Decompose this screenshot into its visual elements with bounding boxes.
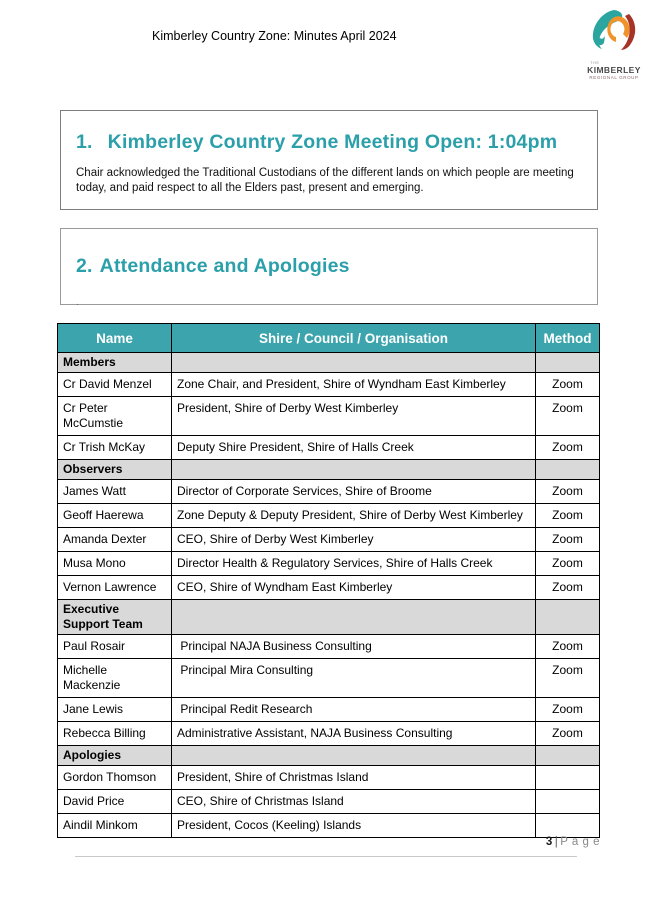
attendee-name-cell: Cr Trish McKay xyxy=(58,436,172,460)
method-cell: Zoom xyxy=(536,528,600,552)
kimberley-regional-group-logo xyxy=(583,8,645,80)
stray-period-mark: . xyxy=(76,297,79,308)
method-cell: Zoom xyxy=(536,659,600,698)
organisation-cell: CEO, Shire of Christmas Island xyxy=(172,790,536,814)
section-heading-attendance xyxy=(61,229,597,278)
section-number: 1. xyxy=(76,131,93,153)
organisation-cell: Director of Corporate Services, Shire of Broome xyxy=(172,480,536,504)
logo-text-regional-group: REGIONAL GROUP xyxy=(589,75,639,80)
section-label-cell: Members xyxy=(58,353,172,373)
attendee-name-cell: Rebecca Billing xyxy=(58,722,172,746)
table-row xyxy=(58,397,600,436)
method-cell xyxy=(536,460,600,480)
organisation-cell: Director Health & Regulatory Services, Shire of Halls Creek xyxy=(172,552,536,576)
organisation-cell: Principal NAJA Business Consulting xyxy=(172,635,536,659)
method-cell: Zoom xyxy=(536,576,600,600)
attendee-name-cell: Cr Peter McCumstie xyxy=(58,397,172,436)
section-heading-meeting-open xyxy=(61,111,597,154)
method-cell: Zoom xyxy=(536,698,600,722)
section-box-attendance xyxy=(60,228,598,305)
organisation-cell: Administrative Assistant, NAJA Business Consulting xyxy=(172,722,536,746)
method-cell xyxy=(536,766,600,790)
method-cell: Zoom xyxy=(536,480,600,504)
table-row xyxy=(58,659,600,698)
page-number-divider: | xyxy=(554,836,559,848)
attendee-name-cell: Gordon Thomson xyxy=(58,766,172,790)
document-header-title: Kimberley Country Zone: Minutes April 2024 xyxy=(152,29,397,43)
table-row xyxy=(58,698,600,722)
attendee-name-cell: Jane Lewis xyxy=(58,698,172,722)
organisation-cell: Principal Redit Research xyxy=(172,698,536,722)
method-cell xyxy=(536,814,600,838)
page-label: P a g e xyxy=(560,836,600,848)
section-title: Attendance and Apologies xyxy=(99,255,350,277)
organisation-cell: CEO, Shire of Derby West Kimberley xyxy=(172,528,536,552)
page-number: 3 xyxy=(545,836,553,848)
table-section-row xyxy=(58,460,600,480)
logo-text-kimberley: KIMBERLEY xyxy=(587,65,641,75)
table-row xyxy=(58,436,600,460)
table-row xyxy=(58,504,600,528)
attendee-name-cell: Vernon Lawrence xyxy=(58,576,172,600)
section-label-cell: Apologies xyxy=(58,746,172,766)
attendee-name-cell: James Watt xyxy=(58,480,172,504)
attendance-table xyxy=(57,323,600,838)
method-cell xyxy=(536,600,600,635)
attendee-name-cell: Geoff Haerewa xyxy=(58,504,172,528)
column-header-organisation: Shire / Council / Organisation xyxy=(172,324,536,353)
organisation-cell: President, Cocos (Keeling) Islands xyxy=(172,814,536,838)
attendance-table-header-row xyxy=(58,324,600,353)
table-section-row xyxy=(58,746,600,766)
table-row xyxy=(58,480,600,504)
organisation-cell: President, Shire of Christmas Island xyxy=(172,766,536,790)
method-cell: Zoom xyxy=(536,504,600,528)
organisation-cell xyxy=(172,746,536,766)
method-cell: Zoom xyxy=(536,635,600,659)
attendee-name-cell: Paul Rosair xyxy=(58,635,172,659)
organisation-cell xyxy=(172,600,536,635)
organisation-cell: Zone Chair, and President, Shire of Wyndham East Kimberley xyxy=(172,373,536,397)
section-label-cell: Executive Support Team xyxy=(58,600,172,635)
acknowledgement-paragraph xyxy=(61,154,597,196)
attendance-table-body xyxy=(58,353,600,838)
organisation-cell: Principal Mira Consulting xyxy=(172,659,536,698)
logo-swirl-icon xyxy=(589,8,639,60)
table-row xyxy=(58,790,600,814)
footer-divider-line xyxy=(75,856,577,857)
organisation-cell xyxy=(172,353,536,373)
method-cell xyxy=(536,790,600,814)
paragraph-line: today, and paid respect to all the Elders past, present and emerging. xyxy=(76,182,424,194)
method-cell: Zoom xyxy=(536,436,600,460)
attendee-name-cell: Cr David Menzel xyxy=(58,373,172,397)
organisation-cell: President, Shire of Derby West Kimberley xyxy=(172,397,536,436)
table-row xyxy=(58,722,600,746)
table-row xyxy=(58,766,600,790)
attendee-name-cell: Aindil Minkom xyxy=(58,814,172,838)
attendee-name-cell: Michelle Mackenzie xyxy=(58,659,172,698)
method-cell: Zoom xyxy=(536,722,600,746)
paragraph-line: Chair acknowledged the Traditional Custodians of the different lands on which people are meeting xyxy=(76,167,574,179)
attendee-name-cell: David Price xyxy=(58,790,172,814)
table-section-row xyxy=(58,353,600,373)
section-number: 2. xyxy=(76,255,93,277)
method-cell: Zoom xyxy=(536,552,600,576)
method-cell: Zoom xyxy=(536,397,600,436)
method-cell xyxy=(536,353,600,373)
method-cell xyxy=(536,746,600,766)
table-row xyxy=(58,635,600,659)
column-header-method: Method xyxy=(536,324,600,353)
table-row xyxy=(58,814,600,838)
attendee-name-cell: Amanda Dexter xyxy=(58,528,172,552)
table-row xyxy=(58,576,600,600)
section-title: Kimberley Country Zone Meeting Open: 1:04pm xyxy=(107,131,558,153)
section-box-meeting-open xyxy=(60,110,598,210)
table-row xyxy=(58,373,600,397)
organisation-cell: Deputy Shire President, Shire of Halls Creek xyxy=(172,436,536,460)
column-header-name: Name xyxy=(58,324,172,353)
table-row xyxy=(58,552,600,576)
organisation-cell: CEO, Shire of Wyndham East Kimberley xyxy=(172,576,536,600)
table-section-row xyxy=(58,600,600,635)
table-row xyxy=(58,528,600,552)
logo-text-the: THE xyxy=(590,60,600,65)
section-label-cell: Observers xyxy=(58,460,172,480)
organisation-cell xyxy=(172,460,536,480)
method-cell: Zoom xyxy=(536,373,600,397)
organisation-cell: Zone Deputy & Deputy President, Shire of Derby West Kimberley xyxy=(172,504,536,528)
page-number-footer xyxy=(546,836,600,848)
attendee-name-cell: Musa Mono xyxy=(58,552,172,576)
